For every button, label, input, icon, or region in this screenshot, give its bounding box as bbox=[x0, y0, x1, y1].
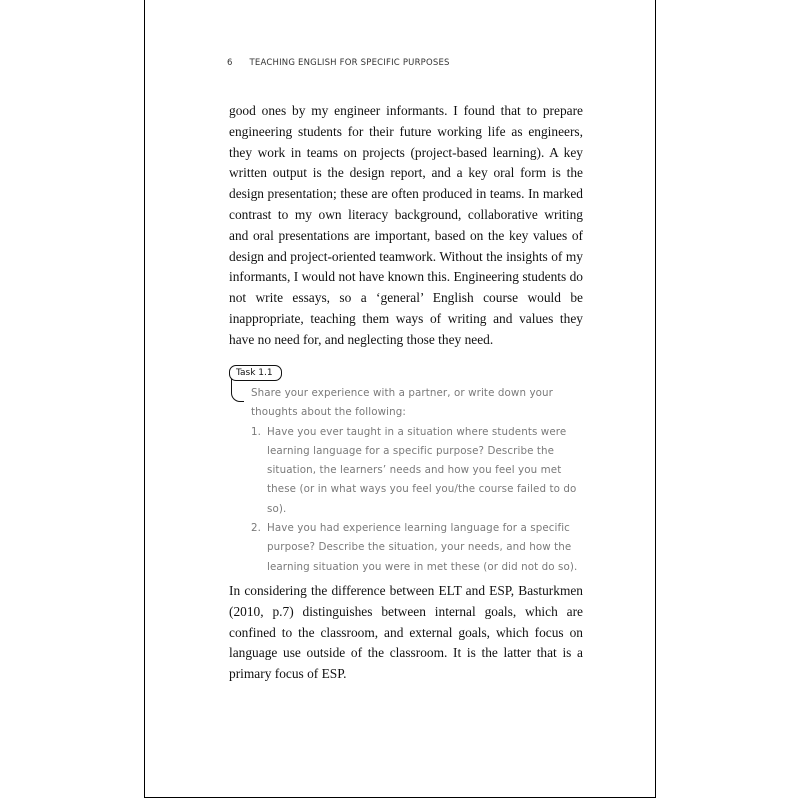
running-title: TEACHING ENGLISH FOR SPECIFIC PURPOSES bbox=[249, 58, 450, 68]
task-intro: Share your experience with a partner, or write down your thoughts about the following: bbox=[251, 387, 553, 419]
book-page bbox=[144, 0, 656, 798]
running-header bbox=[227, 58, 450, 68]
task-question bbox=[251, 519, 589, 577]
task-question bbox=[251, 423, 589, 519]
body-paragraph: In considering the difference between ELT and ESP, Basturkmen (2010, p.7) distinguishes between internal goals, which are confined to the classroom, and external goals, which focus on language use outside of the classroom. It is the latter that is a primary focus of ESP. bbox=[229, 583, 583, 682]
body-paragraph: good ones by my engineer informants. I found that to prepare engineering students for their future working life as engineers, they work in teams on projects (project-based learning). A key written output is the design report, and a key oral form is the design presentation; these are often produced in teams. In marked contrast to my own literacy background, collaborative writing and oral presentations are important, based on the key values of design and project-oriented teamwork. Without the insights of my informants, I would not have known this. Engineering students do not write essays, so a ‘general’ English course would be inappropriate, teaching them ways of writing and values they have no need for, and neglecting those they need. bbox=[229, 103, 583, 347]
task-question-number: 2. bbox=[251, 522, 262, 535]
task-question-text: Have you had experience learning language for a specific purpose? Describe the situation, your needs, and how the learning situation you were in met these (or did not do so). bbox=[267, 522, 578, 573]
task-label: Task 1.1 bbox=[229, 365, 282, 381]
task-question-number: 1. bbox=[251, 425, 262, 438]
task-question-text: Have you ever taught in a situation where students were learning language for a specific purpose? Describe the situation, the learners’ needs and how you feel you met these (or in what ways you feel you/the course failed to do so). bbox=[267, 425, 577, 515]
task-box bbox=[229, 362, 589, 573]
task-content bbox=[251, 384, 589, 577]
page-number: 6 bbox=[227, 58, 233, 68]
task-question-list bbox=[251, 423, 589, 577]
